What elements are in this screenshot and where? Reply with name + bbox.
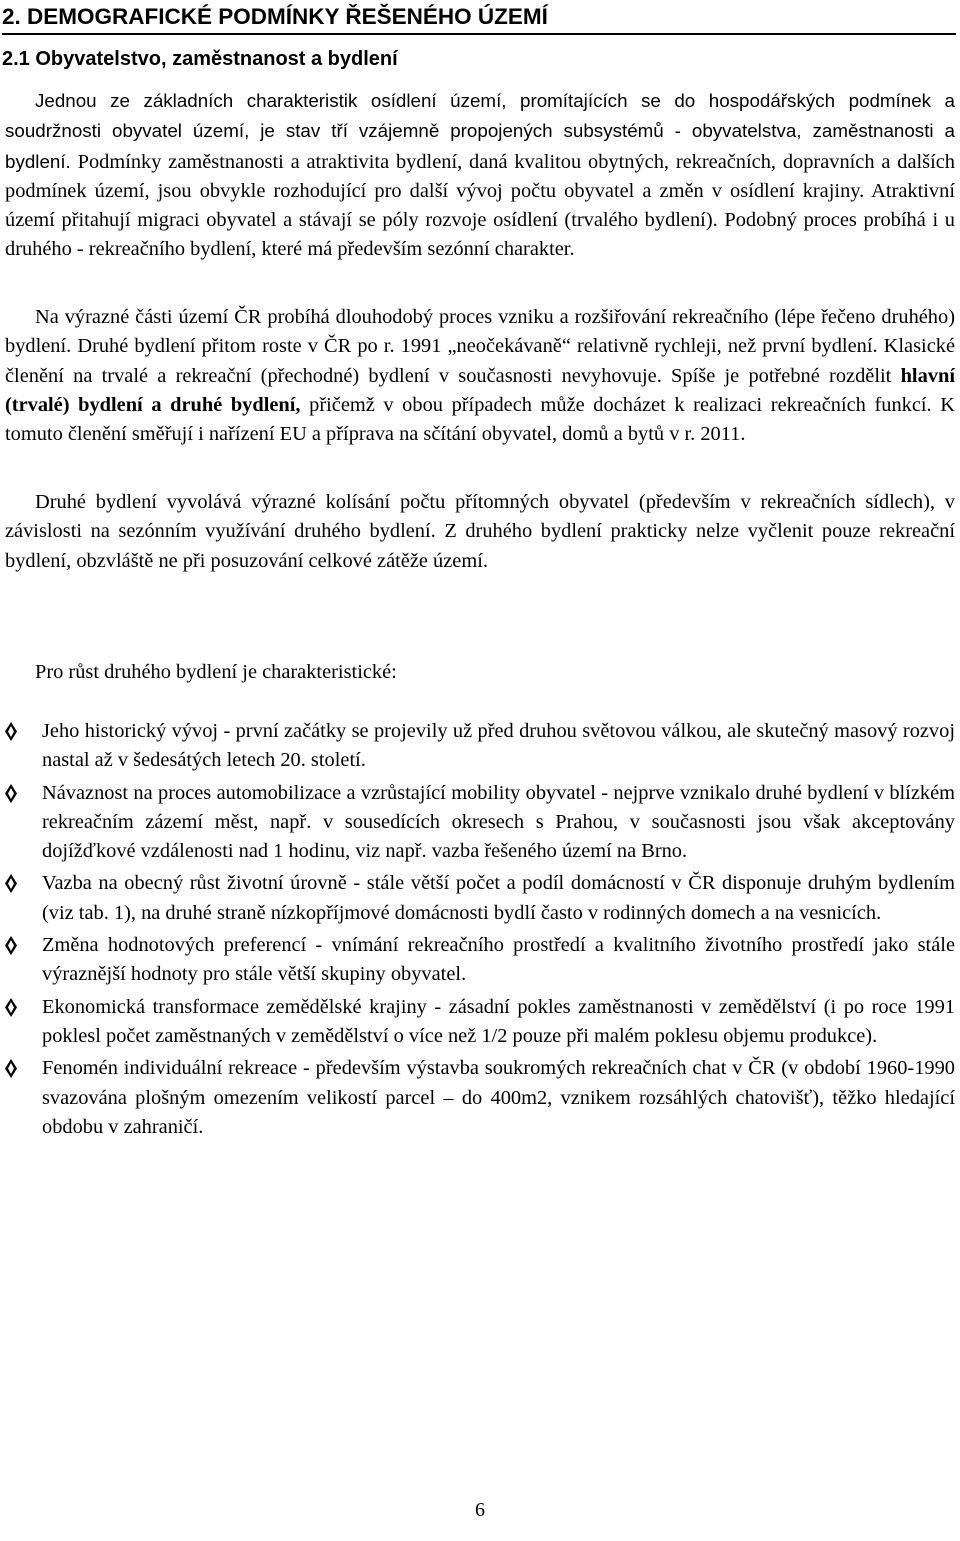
list-item — [0, 993, 960, 1052]
bullet-list-intro: Pro růst druhého bydlení je charakteristické: — [35, 661, 397, 683]
paragraph-second-housing-text-1: Na výrazné části území ČR probíhá dlouhodobý proces vzniku a rozšiřování rekreačního (lépe řečeno druhého) bydlení. Druhé bydlení přitom roste v ČR po r. 1991 „neočekávaně“ relativně rychleji, než první bydlení. Klasické členění na trvalé a rekreační (přechodné) bydlení v současnosti nevyhovuje. Spíše je potřebné rozdělit — [5, 306, 955, 387]
paragraph-second-housing-text-2: přičemž v obou případech může docházet k realizaci rekreačních funkcí. K tomuto členění směřují i nařízení EU a příprava na sčítání obyvatel, domů a bytů v r. 2011. — [5, 393, 955, 446]
paragraph-population-fluctuation: Druhé bydlení vyvolává výrazné kolísání počtu přítomných obyvatel (především v rekreačních sídlech), v závislosti na sezónním využívání druhého bydlení. Z druhého bydlení prakticky nelze vyčlenit pouze rekreační bydlení, obzvláště ne při posuzování celkové zátěže území. — [5, 491, 955, 572]
list-item-text: Ekonomická transformace zemědělské krajiny - zásadní pokles zaměstnanosti v zemědělství (i po roce 1991 poklesl počet zaměstnaných v zemědělství o více než 1/2 pouze při malém poklesu objemu produkce). — [42, 995, 955, 1047]
list-item — [0, 717, 960, 776]
heading-underline — [2, 33, 956, 35]
diamond-bullet-icon — [3, 1058, 19, 1079]
paragraph-second-housing — [5, 303, 955, 449]
paragraph-intro-serif-text: Podmínky zaměstnanosti a atraktivita bydlení, daná kvalitou obytných, rekreačních, dopravních a dalších podmínek území, jsou obvykle rozhodující pro další vývoj počtu obyvatel a změn v osídlení krajiny. Atraktivní území přitahují migraci obyvatel a stávají se póly rozvoje osídlení (trvalého bydlení). Podobný proces probíhá i u druhého - rekreačního bydlení, které má především sezónní charakter. — [5, 150, 955, 261]
diamond-bullet-icon — [3, 873, 19, 894]
diamond-bullet-icon — [3, 935, 19, 956]
diamond-bullet-icon — [3, 783, 19, 804]
characteristics-list — [0, 717, 960, 1145]
page-number: 6 — [475, 1499, 485, 1521]
section-heading: 2.1 Obyvatelstvo, zaměstnanost a bydlení — [2, 48, 398, 70]
list-item-text: Jeho historický vývoj - první začátky se projevily už před druhou světovou válkou, ale skutečný masový rozvoj nastal až v šedesátých letech 20. století. — [42, 720, 955, 772]
list-item — [0, 1054, 960, 1142]
diamond-bullet-icon — [3, 721, 19, 742]
list-item-text: Fenomén individuální rekreace - především výstavba soukromých rekreačních chat v ČR (v období 1960-1990 svazována plošným omezením velikostí parcel – do 400m2, vznikem rozsáhlých chatovišť), těžko hledající obdobu v zahraničí. — [42, 1057, 955, 1138]
paragraph-intro — [5, 86, 955, 265]
diamond-bullet-icon — [3, 997, 19, 1018]
list-item-text: Návaznost na proces automobilizace a vzrůstající mobility obyvatel - nejprve vznikalo druhé bydlení v blízkém rekreačním zázemí měst, např. v sousedících okresech s Prahou, v současnosti jsou však akceptovány dojížďkové vzdálenosti nad 1 hodinu, viz např. vazba řešeného území na Brno. — [42, 781, 955, 863]
list-item — [0, 869, 960, 928]
paragraph-intro-sans-text: Jednou ze základních charakteristik osídlení území, promítajících se do hospodářských podmínek a soudržnosti obyvatel území, je stav tří vzájemně propojených subsystémů - obyvatelstva, zaměstnanosti a bydlení. — [5, 90, 955, 172]
list-item — [0, 779, 960, 867]
paragraph-second-housing-bold: hlavní (trvalé) bydlení a druhé bydlení, — [5, 364, 955, 416]
list-item-text: Vazba na obecný růst životní úrovně - stále větší počet a podíl domácností v ČR disponuje druhým bydlením (viz tab. 1), na druhé straně nízkopříjmové domácnosti bydlí často v rodinných domech a na vesnicích. — [42, 872, 955, 924]
list-item-text: Změna hodnotových preferencí - vnímání rekreačního prostředí a kvalitního životního prostředí jako stále výraznější hodnoty pro stále větší skupiny obyvatel. — [42, 934, 955, 986]
chapter-heading: 2. DEMOGRAFICKÉ PODMÍNKY ŘEŠENÉHO ÚZEMÍ — [2, 4, 548, 29]
list-item — [0, 931, 960, 990]
